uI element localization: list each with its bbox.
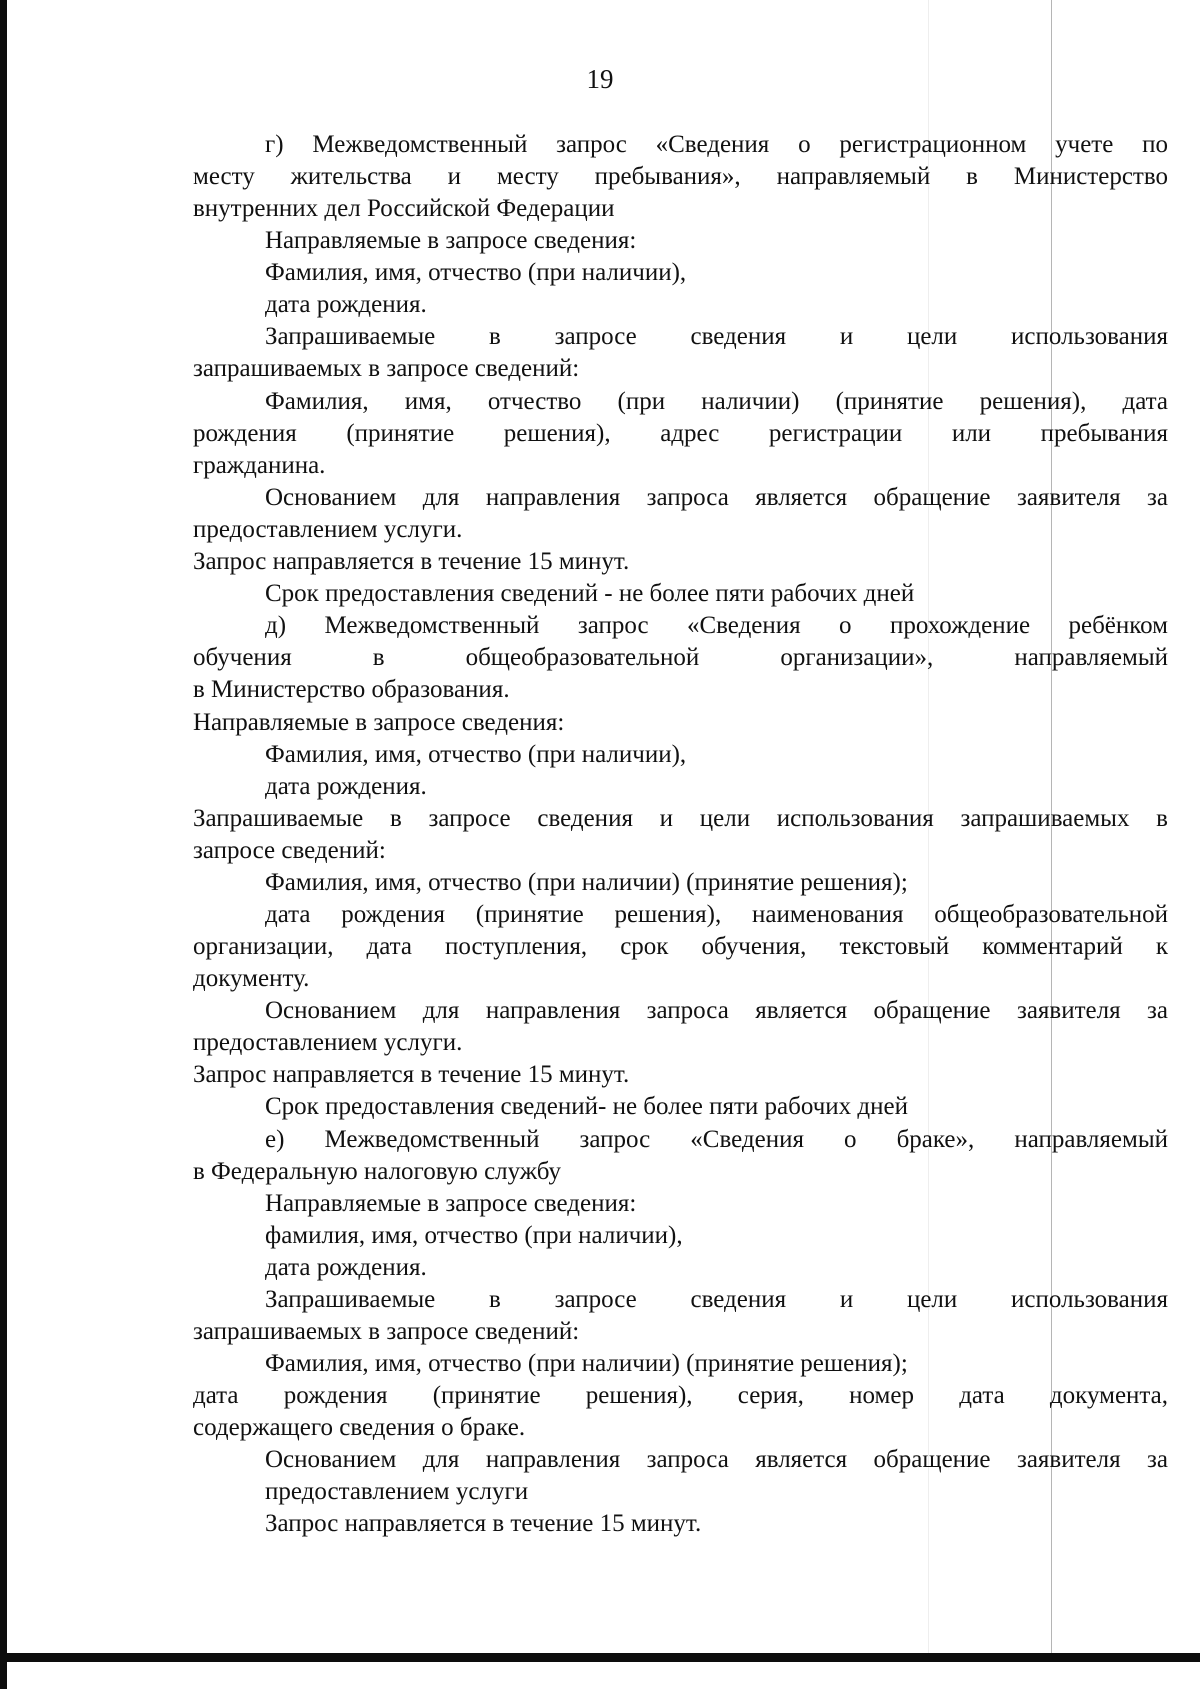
- text-line: в Министерство образования.: [193, 676, 510, 703]
- text-line: Запрос направляется в течение 15 минут.: [193, 1061, 630, 1088]
- text-line: дата рождения (принятие решения), серия, номер дата документа,: [193, 1382, 1168, 1409]
- text-line: Направляемые в запросе сведения:: [265, 227, 637, 254]
- text-line: внутренних дел Российской Федерации: [193, 195, 615, 222]
- text-line: Срок предоставления сведений- не более пяти рабочих дней: [265, 1093, 908, 1120]
- text-line: Фамилия, имя, отчество (при наличии) (принятие решения);: [265, 869, 908, 896]
- text-line: Фамилия, имя, отчество (при наличии) (принятие решения);: [265, 1350, 908, 1377]
- text-line: Направляемые в запросе сведения:: [265, 1190, 637, 1217]
- text-line: предоставлением услуги: [265, 1478, 529, 1505]
- text-line: Фамилия, имя, отчество (при наличии),: [265, 259, 687, 286]
- text-line: дата рождения.: [265, 291, 427, 318]
- text-line: Основанием для направления запроса является обращение заявителя за: [265, 484, 1168, 511]
- text-line: дата рождения (принятие решения), наименования общеобразовательной: [265, 901, 1168, 928]
- text-line: дата рождения.: [265, 773, 427, 800]
- text-line: рождения (принятие решения), адрес регистрации или пребывания: [193, 420, 1168, 447]
- text-line: документу.: [193, 965, 310, 992]
- scan-left-border: [0, 0, 7, 1689]
- text-line: запрашиваемых в запросе сведений:: [193, 1318, 580, 1345]
- text-line: Запрос направляется в течение 15 минут.: [265, 1510, 702, 1537]
- text-line: Фамилия, имя, отчество (при наличии),: [265, 741, 687, 768]
- text-line: организации, дата поступления, срок обучения, текстовый комментарий к: [193, 933, 1168, 960]
- text-line: Запрашиваемые в запросе сведения и цели использования: [265, 323, 1168, 350]
- text-line: дата рождения.: [265, 1254, 427, 1281]
- text-line: запрашиваемых в запросе сведений:: [193, 355, 580, 382]
- scan-bottom-border: [0, 1653, 1200, 1662]
- text-line: Срок предоставления сведений - не более пяти рабочих дней: [265, 580, 915, 607]
- text-line: в Федеральную налоговую службу: [193, 1158, 562, 1185]
- text-line: г) Межведомственный запрос «Сведения о регистрационном учете по: [265, 131, 1168, 158]
- text-line: Направляемые в запросе сведения:: [193, 709, 565, 736]
- text-line: гражданина.: [193, 452, 326, 479]
- text-line: запросе сведений:: [193, 837, 386, 864]
- text-line: предоставлением услуги.: [193, 1029, 463, 1056]
- page-number: 19: [586, 64, 614, 94]
- text-line: Запрашиваемые в запросе сведения и цели использования запрашиваемых в: [193, 805, 1168, 832]
- text-line: обучения в общеобразовательной организации», направляемый: [193, 644, 1168, 671]
- text-line: Запрос направляется в течение 15 минут.: [193, 548, 630, 575]
- text-line: предоставлением услуги.: [193, 516, 463, 543]
- text-line: месту жительства и месту пребывания», направляемый в Министерство: [193, 163, 1168, 190]
- text-line: Запрашиваемые в запросе сведения и цели использования: [265, 1286, 1168, 1313]
- text-line: Фамилия, имя, отчество (при наличии) (принятие решения), дата: [265, 388, 1168, 415]
- text-line: фамилия, имя, отчество (при наличии),: [265, 1222, 683, 1249]
- text-line: д) Межведомственный запрос «Сведения о прохождение ребёнком: [265, 612, 1168, 639]
- text-line: е) Межведомственный запрос «Сведения о браке», направляемый: [265, 1126, 1168, 1153]
- text-line: содержащего сведения о браке.: [193, 1414, 526, 1441]
- text-line: Основанием для направления запроса является обращение заявителя за: [265, 997, 1168, 1024]
- text-line: Основанием для направления запроса является обращение заявителя за: [265, 1446, 1168, 1473]
